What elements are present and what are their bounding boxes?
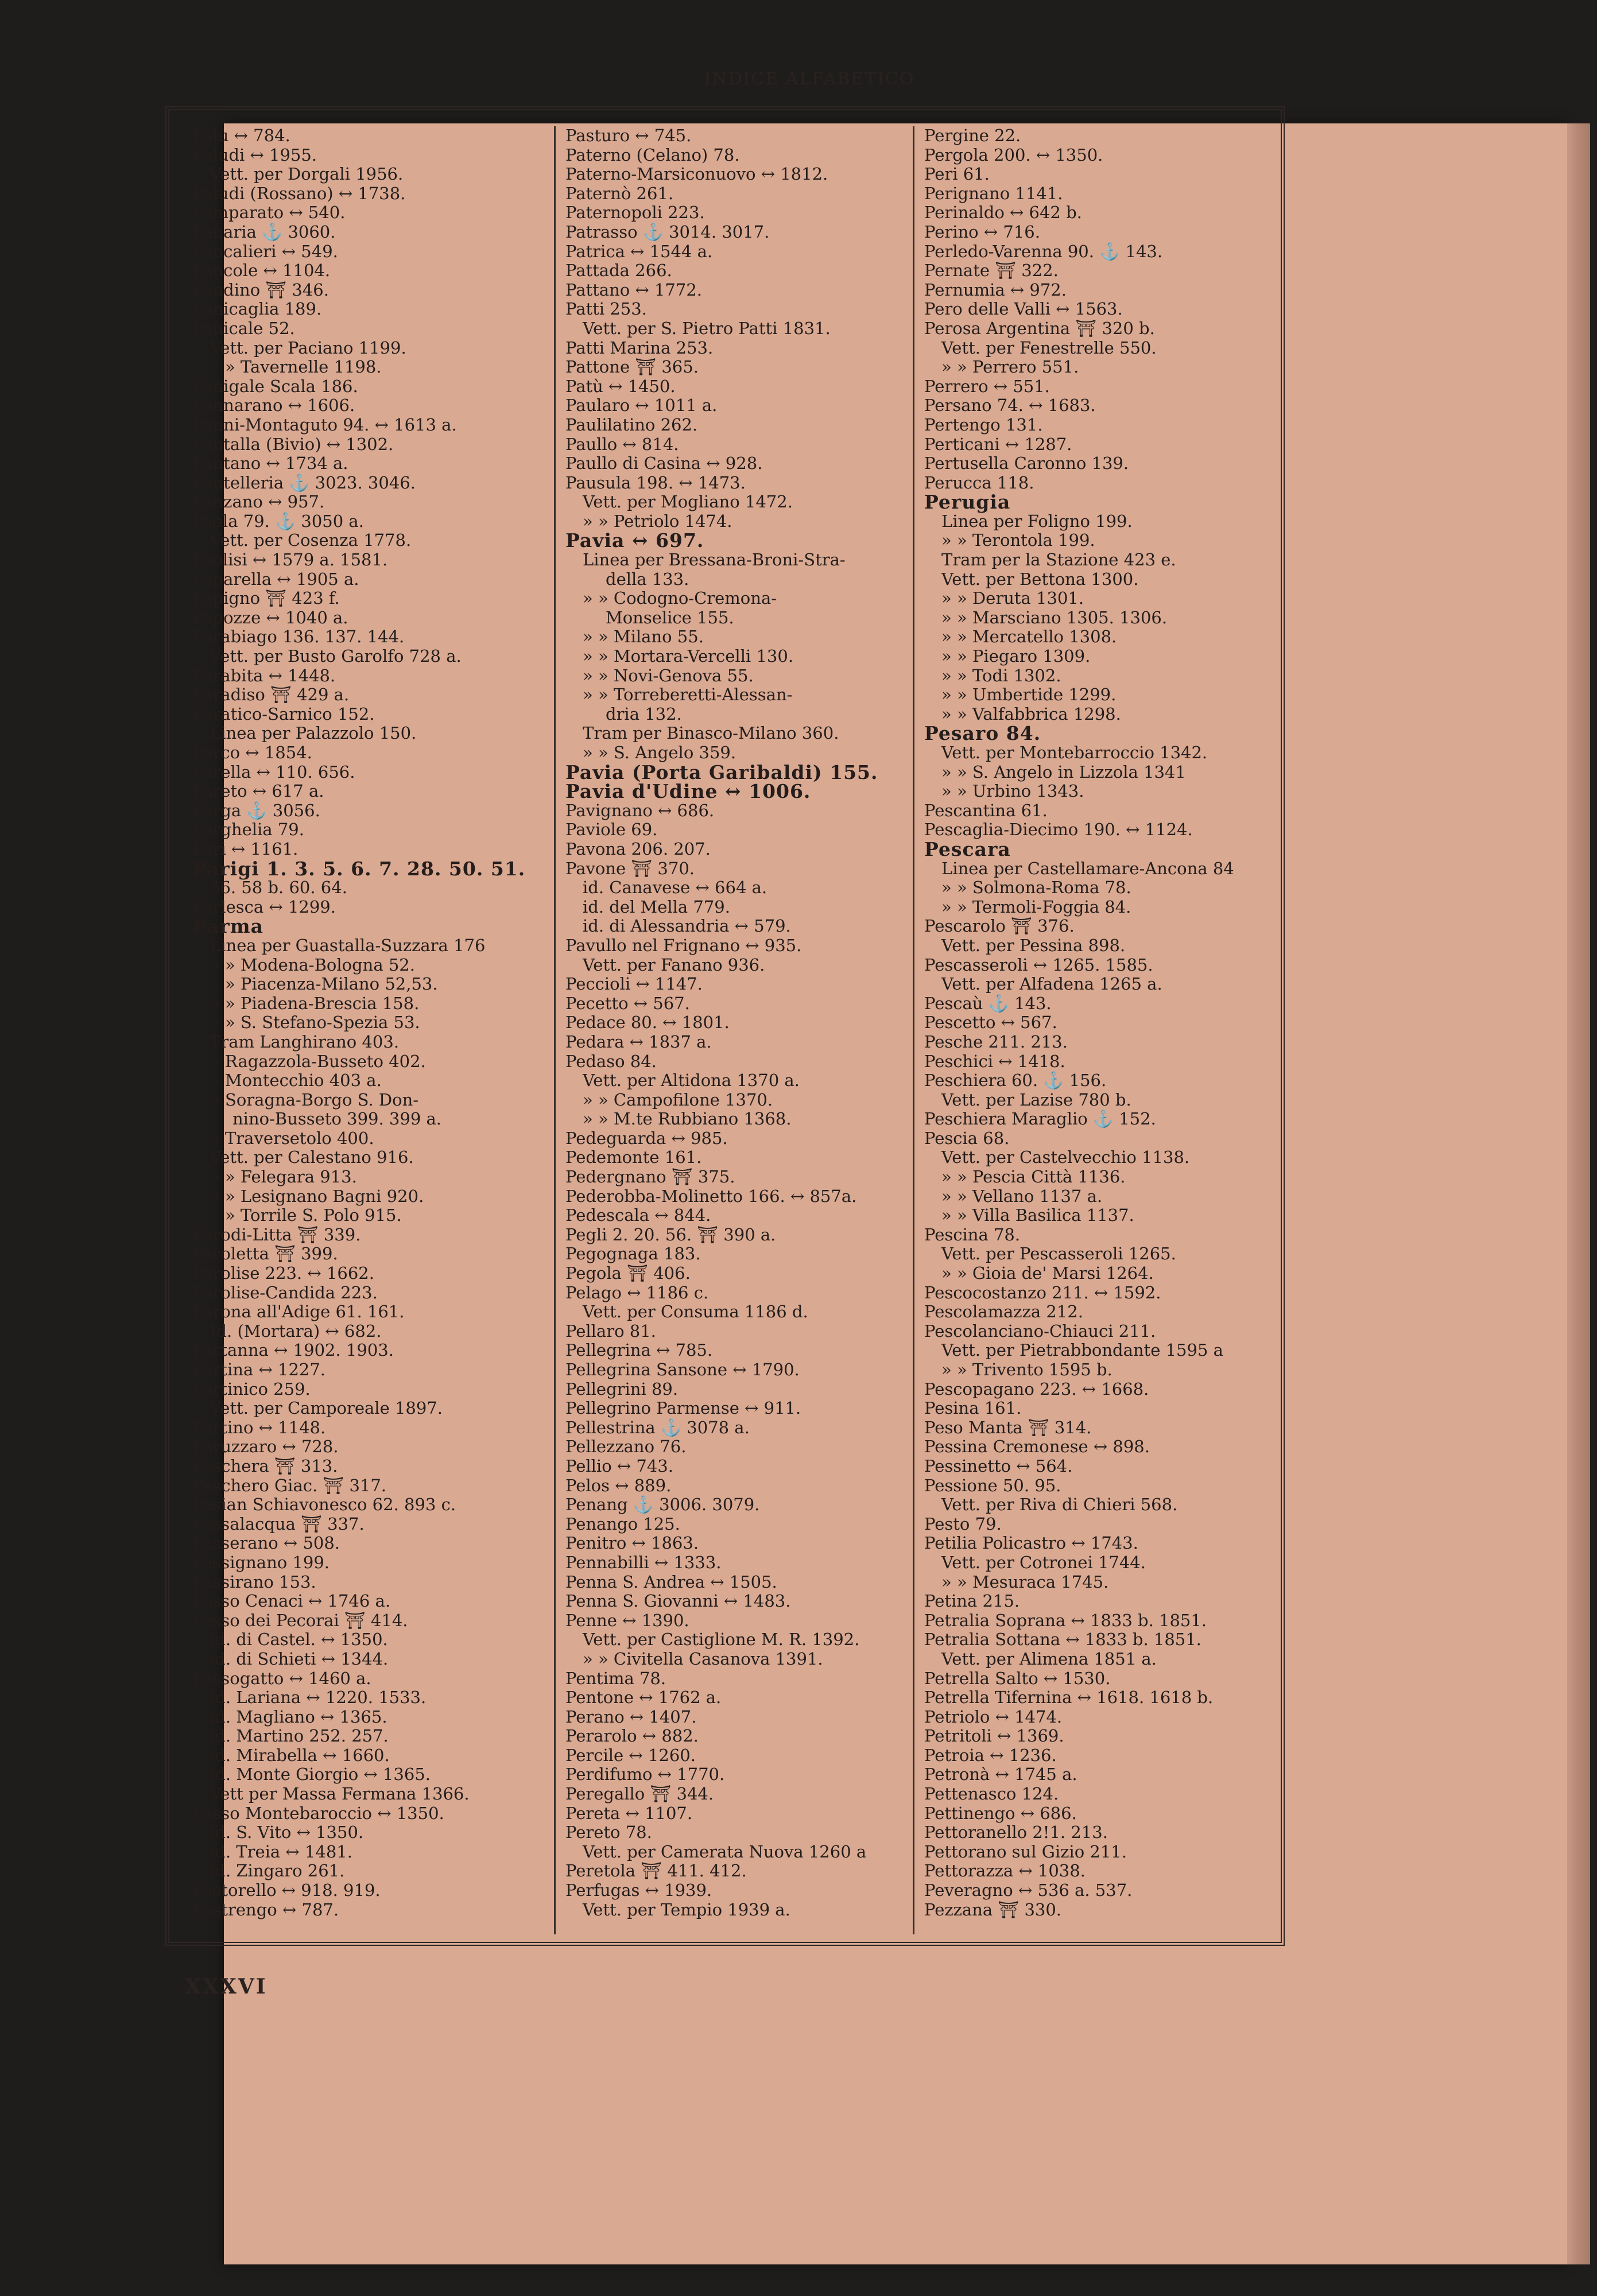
index-entry: Petina 215. [924, 1591, 1020, 1611]
index-entry: Pescaù ⚓ 143. [924, 993, 1052, 1013]
index-entry: Petrella Tifernina ↔ 1618. 1618 b. [924, 1688, 1214, 1708]
index-entry: Paullo di Casina ↔ 928. [565, 453, 763, 474]
index-entry: id. Canavese ↔ 664 a. [583, 878, 768, 898]
index-entry: Patti Marina 253. [565, 338, 714, 358]
index-entry: Pescina 78. [924, 1224, 1021, 1244]
index-entry: Pettoranello 2!1. 213. [924, 1822, 1108, 1843]
index-entry: Pesaro 84. [924, 722, 1041, 745]
index-entry: id. di Castel. ↔ 1350. [210, 1630, 388, 1650]
index-entry: Perticani ↔ 1287. [924, 434, 1072, 454]
index-entry: Vett. per Calestano 916. [210, 1147, 414, 1168]
index-entry: » » Petriolo 1474. [583, 511, 732, 531]
index-entry: Vett. per Camerata Nuova 1260 a [583, 1841, 867, 1861]
index-entry: » » Torrile S. Polo 915. [210, 1205, 402, 1225]
index-entry: Peregallo ⛩ 344. [565, 1784, 714, 1804]
index-entry: Partinico 259. [192, 1379, 311, 1399]
index-entry: Parma [192, 915, 263, 938]
index-entry: Pescolamazza 212. [924, 1302, 1083, 1322]
index-entry: Pannarano ↔ 1606. [192, 395, 355, 416]
index-entry: Paterno (Celano) 78. [565, 145, 740, 165]
index-entry: Pettorazza ↔ 1038. [924, 1861, 1086, 1881]
index-entry: Pereta ↔ 1107. [565, 1803, 693, 1823]
index-entry: » » Piadena-Brescia 158. [210, 993, 420, 1013]
index-entry: » » Perrero 551. [941, 357, 1079, 377]
index-entry: » » Trivento 1595 b. [941, 1360, 1113, 1379]
index-entry: Panaria ⚓ 3060. [192, 222, 336, 242]
index-entry: » » Todi 1302. [941, 665, 1061, 685]
index-entry: Vett. per Montebarroccio 1342. [941, 743, 1208, 762]
index-entry: Perignano 1141. [924, 183, 1063, 203]
index-entry: Vett. per Alfadena 1265 a. [941, 974, 1162, 994]
index-entry: » » Tavernelle 1198. [210, 357, 382, 377]
index-entry: Pancole ↔ 1104. [192, 261, 331, 281]
index-entry: Paradiso ⛩ 429 a. [192, 685, 350, 705]
index-entry: Pettenasco 124. [924, 1784, 1059, 1804]
index-entry: Pavona 206. 207. [565, 839, 711, 859]
index-entry: Pescia 68. [924, 1128, 1010, 1148]
index-entry: Perinaldo ↔ 642 b. [924, 203, 1082, 223]
index-entry: Tram per Binasco-Milano 360. [583, 723, 839, 743]
index-entry: Panicale 52. [192, 318, 295, 338]
index-entry: Vett. per Castelvecchio 1138. [941, 1147, 1190, 1168]
index-entry: id. Magliano ↔ 1365. [210, 1707, 387, 1727]
index-entry: Parco ↔ 1854. [192, 743, 312, 762]
index-entry: Pedescala ↔ 844. [565, 1205, 711, 1225]
index-entry: Pantelleria ⚓ 3023. 3046. [192, 472, 416, 492]
index-entry: Vett. per Camporeale 1897. [210, 1398, 443, 1418]
index-entry: Perfugas ↔ 1939. [565, 1880, 712, 1901]
index-entry: Pedace 80. ↔ 1801. [565, 1013, 730, 1033]
index-entry: Tram Langhirano 403. [210, 1031, 400, 1052]
index-entry: Pesina 161. [924, 1398, 1022, 1418]
index-entry: Vett. per Paciano 1199. [210, 338, 406, 358]
index-entry: Pertengo 131. [924, 414, 1043, 435]
index-entry: Pegognaga 183. [565, 1244, 701, 1264]
index-entry: Petritoli ↔ 1369. [924, 1726, 1064, 1746]
index-entry: Percile ↔ 1260. [565, 1745, 696, 1765]
index-entry: id. Monte Giorgio ↔ 1365. [210, 1764, 431, 1785]
index-entry: Pegli 2. 20. 56. ⛩ 390 a. [565, 1224, 776, 1244]
index-entry: Pettorano sul Gizio 211. [924, 1841, 1127, 1861]
index-entry: Persano 74. ↔ 1683. [924, 395, 1096, 416]
index-entry: Paviole 69. [565, 820, 658, 840]
page-heading: INDICE ALFABETICO [704, 69, 915, 89]
index-entry: Parona all'Adige 61. 161. [192, 1302, 405, 1322]
index-entry: Penang ⚓ 3006. 3079. [565, 1495, 760, 1515]
index-entry: Pecetto ↔ 567. [565, 993, 690, 1013]
index-entry: Parabita ↔ 1448. [192, 665, 336, 685]
index-entry: Palù ↔ 784. [192, 126, 290, 145]
index-entry: Passirano 153. [192, 1572, 316, 1592]
index-entry: Paternopoli 223. [565, 203, 705, 223]
index-entry: Parolise 223. ↔ 1662. [192, 1263, 374, 1283]
index-entry: Penna S. Giovanni ↔ 1483. [565, 1591, 791, 1611]
index-entry: Linea per Bressana-Broni-Stra- [583, 550, 846, 570]
index-entry: Perucca 118. [924, 472, 1034, 492]
index-entry: Pasturo ↔ 745. [565, 126, 692, 145]
index-entry: » Montecchio 403 a. [210, 1071, 382, 1091]
index-entry: » » Mesuraca 1745. [941, 1572, 1109, 1592]
index-entry: Vett. per Mogliano 1472. [583, 492, 793, 512]
index-entry: Parabiago 136. 137. 144. [192, 627, 405, 647]
index-entry: Paularo ↔ 1011 a. [565, 395, 718, 416]
index-entry: Pausula 198. ↔ 1473. [565, 472, 746, 492]
index-entry: » » Civitella Casanova 1391. [583, 1649, 823, 1669]
page-edge [1567, 123, 1590, 2264]
index-entry: Patti 253. [565, 299, 647, 319]
index-entry: Passerano ↔ 508. [192, 1533, 340, 1553]
index-entry: Perino ↔ 716. [924, 222, 1040, 242]
index-entry: Vett. per Fanano 936. [583, 955, 765, 975]
index-entry: id. di Schieti ↔ 1344. [210, 1649, 389, 1669]
index-entry: » » Marsciano 1305. 1306. [941, 607, 1168, 627]
index-entry: id. Martino 252. 257. [210, 1726, 389, 1746]
index-entry: » » Villa Basilica 1137. [941, 1205, 1134, 1225]
index-entry: Petroia ↔ 1236. [924, 1745, 1057, 1765]
index-entry: Vett. per Castiglione M. R. 1392. [583, 1630, 860, 1650]
index-entry: » » M.te Rubbiano 1368. [583, 1109, 792, 1129]
index-entry: Paruzzaro ↔ 728. [192, 1437, 339, 1457]
index-entry: Pertusella Caronno 139. [924, 453, 1129, 474]
index-entry: Peveragno ↔ 536 a. 537. [924, 1880, 1133, 1901]
index-entry: Penna S. Andrea ↔ 1505. [565, 1572, 777, 1592]
index-entry: Paola 79. ⚓ 3050 a. [192, 511, 364, 531]
index-entry: Pescasseroli ↔ 1265. 1585. [924, 955, 1153, 975]
index-entry: Petriolo ↔ 1474. [924, 1707, 1063, 1727]
index-entry: Peso Manta ⛩ 314. [924, 1417, 1092, 1437]
index-entry: Peccioli ↔ 1147. [565, 974, 703, 994]
index-entry: id. del Mella 779. [583, 897, 730, 917]
index-entry: Partino ↔ 1148. [192, 1417, 326, 1437]
index-entry: » » Novi-Genova 55. [583, 665, 754, 685]
index-entry: Pavia (Porta Garibaldi) 155. [565, 761, 878, 784]
index-entry: » » Torreberetti-Alessan- [583, 685, 793, 705]
index-entry: Pesche 211. 213. [924, 1031, 1068, 1052]
index-entry: Paludi (Rossano) ↔ 1738. [192, 183, 406, 203]
index-entry: Pernumia ↔ 972. [924, 280, 1067, 300]
index-entry: dria 132. [606, 704, 682, 724]
index-entry: Perano ↔ 1407. [565, 1707, 697, 1727]
index-entry: Pederobba-Molinetto 166. ↔ 857a. [565, 1186, 857, 1206]
index-entry: Passalacqua ⛩ 337. [192, 1514, 365, 1534]
index-entry: Pescopagano 223. ↔ 1668. [924, 1379, 1149, 1399]
index-entry: Pedergnano ⛩ 375. [565, 1167, 735, 1187]
index-entry: » » Piegaro 1309. [941, 646, 1091, 666]
index-entry: » Ragazzola-Busseto 402. [210, 1051, 426, 1071]
index-entry: Pescetto ↔ 567. [924, 1013, 1057, 1033]
index-entry: Pamparato ↔ 540. [192, 203, 346, 223]
index-entry: della 133. [606, 569, 689, 589]
index-entry: Vett. per Pescasseroli 1265. [941, 1244, 1176, 1264]
index-entry: Pellio ↔ 743. [565, 1456, 673, 1476]
index-entry: » » S. Stefano-Spezia 53. [210, 1013, 420, 1033]
index-entry: Pentone ↔ 1762 a. [565, 1688, 722, 1708]
index-entry: Paterno-Marsiconuovo ↔ 1812. [565, 164, 828, 184]
index-entry: Pegola ⛩ 406. [565, 1263, 691, 1283]
index-entry: Pescolanciano-Chiauci 211. [924, 1321, 1156, 1341]
index-entry: » » Deruta 1301. [941, 588, 1084, 608]
index-entry: Linea per Foligno 199. [941, 511, 1133, 531]
index-entry: » » Umbertide 1299. [941, 685, 1117, 705]
index-entry: Pescarolo ⛩ 376. [924, 916, 1075, 936]
index-entry: Pattano ↔ 1772. [565, 280, 702, 300]
index-entry: Pesto 79. [924, 1514, 1002, 1534]
index-entry: Linea per Guastalla-Suzzara 176 [210, 935, 486, 955]
index-entry: Pessione 50. 95. [924, 1475, 1061, 1495]
index-entry: Pedaso 84. [565, 1051, 657, 1071]
index-entry: Paparella ↔ 1905 a. [192, 569, 359, 589]
index-entry: » Soragna-Borgo S. Don- [210, 1089, 419, 1110]
index-entry: Parghelia 79. [192, 820, 304, 840]
index-entry: » » Urbino 1343. [941, 781, 1084, 801]
index-entry: » » Campofilone 1370. [583, 1089, 773, 1110]
index-entry: » » Valfabbrica 1298. [941, 704, 1121, 724]
index-entry: Pentima 78. [565, 1668, 666, 1688]
index-entry: Paroletta ⛩ 399. [192, 1244, 338, 1264]
index-entry: » » Terontola 199. [941, 530, 1095, 550]
index-entry: Penitro ↔ 1863. [565, 1533, 699, 1553]
index-entry: Vett per Massa Fermana 1366. [210, 1784, 470, 1804]
index-entry: Pantano ↔ 1734 a. [192, 453, 348, 474]
index-entry: Pellegrina Sansone ↔ 1790. [565, 1360, 800, 1379]
index-entry: Pernate ⛩ 322. [924, 261, 1059, 281]
index-entry: Pasian Schiavonesco 62. 893 c. [192, 1495, 456, 1515]
index-entry: 56. 58 b. 60. 64. [210, 878, 347, 898]
index-entry: Pennabilli ↔ 1333. [565, 1552, 722, 1572]
index-column-1 [192, 126, 542, 1934]
index-entry: Pelos ↔ 889. [565, 1475, 672, 1495]
index-entry: Perrero ↔ 551. [924, 376, 1050, 396]
index-entry: Pavignano ↔ 686. [565, 800, 715, 820]
index-entry: Pari ↔ 1161. [192, 839, 299, 859]
index-entry: Pero delle Valli ↔ 1563. [924, 299, 1123, 319]
index-entry: Pavia d'Udine ↔ 1006. [565, 780, 811, 803]
index-entry: Id. (Mortara) ↔ 682. [210, 1321, 382, 1341]
index-entry: Vett. per Riva di Chieri 568. [941, 1495, 1178, 1515]
index-entry: Pessinetto ↔ 564. [924, 1456, 1073, 1476]
index-entry: Pavone ⛩ 370. [565, 858, 695, 878]
index-entry: Pergola 200. ↔ 1350. [924, 145, 1103, 165]
index-entry: Panni-Montaguto 94. ↔ 1613 a. [192, 414, 457, 435]
index-entry: Panicaglia 189. [192, 299, 322, 319]
index-entry: » » Mortara-Vercelli 130. [583, 646, 794, 666]
index-entry: Vett. per Cotronei 1744. [941, 1552, 1146, 1572]
index-entry: Pandino ⛩ 346. [192, 280, 329, 300]
index-entry: Peri 61. [924, 164, 990, 184]
index-entry: Parlesca ↔ 1299. [192, 897, 336, 917]
index-entry: Petrella Salto ↔ 1530. [924, 1668, 1111, 1688]
index-entry: Vett. per Tempio 1939 a. [583, 1899, 790, 1919]
index-entry: Vett. per Pessina 898. [941, 935, 1126, 955]
index-entry: Vett. per Fenestrelle 550. [941, 338, 1157, 358]
index-entry: Patù ↔ 1450. [565, 376, 676, 396]
index-entry: Petilia Policastro ↔ 1743. [924, 1533, 1138, 1553]
index-entry: Paludi ↔ 1955. [192, 145, 317, 165]
index-entry: Tram per la Stazione 423 e. [941, 550, 1176, 570]
index-entry: Perugia [924, 491, 1011, 514]
index-entry: Peretola ⛩ 411. 412. [565, 1861, 747, 1881]
index-entry: Paschera ⛩ 313. [192, 1456, 338, 1476]
index-column-3 [924, 126, 1274, 1934]
index-entry: Paolisi ↔ 1579 a. 1581. [192, 550, 388, 570]
index-entry: Pessina Cremonese ↔ 898. [924, 1437, 1150, 1457]
index-entry: Pattone ⛩ 365. [565, 357, 699, 377]
index-entry: Pedeguarda ↔ 985. [565, 1128, 728, 1148]
index-entry: Vett. per Consuma 1186 d. [583, 1302, 808, 1322]
index-entry: Pellaro 81. [565, 1321, 656, 1341]
index-entry: Peschici ↔ 1418. [924, 1051, 1065, 1071]
index-entry: » » Lesignano Bagni 920. [210, 1186, 424, 1206]
index-entry: Penne ↔ 1390. [565, 1610, 689, 1630]
index-entry: Linea per Castellamare-Ancona 84 [941, 858, 1234, 878]
index-entry: Passo Montebaroccio ↔ 1350. [192, 1803, 444, 1823]
index-entry: » » Felegara 913. [210, 1167, 357, 1187]
index-entry: » » S. Angelo 359. [583, 743, 737, 762]
index-entry: Partina ↔ 1227. [192, 1360, 326, 1379]
index-entry: Pereto 78. [565, 1822, 652, 1843]
index-entry: » » Pescia Città 1136. [941, 1167, 1126, 1187]
index-entry: Vett. per Lazise 780 b. [941, 1089, 1131, 1110]
index-entry: » » Piacenza-Milano 52,53. [210, 974, 438, 994]
index-entry: Parigi 1. 3. 5. 6. 7. 28. 50. 51. [192, 857, 526, 880]
index-entry: Perledo-Varenna 90. ⚓ 143. [924, 241, 1163, 261]
index-entry: Pelago ↔ 1186 c. [565, 1282, 709, 1302]
index-entry: Paschero Giac. ⛩ 317. [192, 1475, 387, 1495]
index-entry: Passo dei Pecorai ⛩ 414. [192, 1610, 408, 1630]
index-entry: Panzano ↔ 957. [192, 492, 325, 512]
index-entry: Vett. per Bettona 1300. [941, 569, 1139, 589]
index-entry: Patrica ↔ 1544 a. [565, 241, 713, 261]
index-entry: Parga ⚓ 3056. [192, 800, 320, 820]
index-entry: Vett. per S. Pietro Patti 1831. [583, 318, 831, 338]
index-entry: Vett. per Altidona 1370 a. [583, 1071, 800, 1091]
column-rule [913, 126, 914, 1934]
index-entry: Pedemonte 161. [565, 1147, 702, 1168]
index-entry: Pescocostanzo 211. ↔ 1592. [924, 1282, 1161, 1302]
index-entry: Pellestrina ⚓ 3078 a. [565, 1417, 750, 1437]
index-entry: Paternò 261. [565, 183, 674, 203]
index-entry: » » Vellano 1137 a. [941, 1186, 1103, 1206]
index-entry: Pavullo nel Frignano ↔ 935. [565, 935, 802, 955]
index-entry: Pellezzano 76. [565, 1437, 687, 1457]
index-entry: Pellegrino Parmense ↔ 911. [565, 1398, 801, 1418]
index-entry: Perarolo ↔ 882. [565, 1726, 699, 1746]
index-entry: Linea per Palazzolo 150. [210, 723, 417, 743]
index-entry: Vett. per Pietrabbondante 1595 a [941, 1340, 1223, 1360]
index-entry: Paulilatino 262. [565, 414, 698, 435]
index-entry: Patrasso ⚓ 3014. 3017. [565, 222, 770, 242]
index-entry: id. Zingaro 261. [210, 1861, 345, 1881]
index-entry: Pattada 266. [565, 261, 672, 281]
index-entry: Pescantina 61. [924, 800, 1048, 820]
index-entry: Pancalieri ↔ 549. [192, 241, 338, 261]
index-entry: Petralia Soprana ↔ 1833 b. 1851. [924, 1610, 1207, 1630]
index-entry: Partanna ↔ 1902. 1903. [192, 1340, 394, 1360]
index-entry: Pergine 22. [924, 126, 1021, 145]
index-entry: » » Codogno-Cremona- [583, 588, 777, 608]
index-entry: id. Lariana ↔ 1220. 1533. [210, 1688, 427, 1708]
index-entry: Parodi-Litta ⛩ 339. [192, 1224, 361, 1244]
index-entry: id. S. Vito ↔ 1350. [210, 1822, 364, 1843]
index-entry: Panigale Scala 186. [192, 376, 358, 396]
index-entry: Pastrengo ↔ 787. [192, 1899, 339, 1919]
index-entry: Parella ↔ 110. 656. [192, 762, 355, 782]
column-rule [554, 126, 556, 1934]
index-entry: Vett. per Alimena 1851 a. [941, 1649, 1157, 1669]
index-entry: Pastorello ↔ 918. 919. [192, 1880, 381, 1901]
index-entry: Pavia ↔ 697. [565, 529, 704, 552]
index-entry: Petralia Sottana ↔ 1833 b. 1851. [924, 1630, 1201, 1650]
index-entry: » » Gioia de' Marsi 1264. [941, 1263, 1154, 1283]
index-entry: Parolise-Candida 223. [192, 1282, 378, 1302]
index-entry: Vett. per Cosenza 1778. [210, 530, 412, 550]
index-column-2 [565, 126, 916, 1934]
index-entry: » » Milano 55. [583, 627, 704, 647]
index-entry: Papigno ⛩ 423 f. [192, 588, 340, 608]
page-number: XXXVI [185, 1975, 268, 1999]
index-entry: Perosa Argentina ⛩ 320 b. [924, 318, 1155, 338]
index-entry: id. di Alessandria ↔ 579. [583, 916, 791, 936]
index-entry: Vett. per Busto Garolfo 728 a. [210, 646, 462, 666]
index-entry: Passo Cenaci ↔ 1746 a. [192, 1591, 391, 1611]
index-entry: » » S. Angelo in Lizzola 1341 [941, 762, 1186, 782]
index-entry: Monselice 155. [606, 607, 734, 627]
index-entry: Passogatto ↔ 1460 a. [192, 1668, 371, 1688]
index-entry: id. Treia ↔ 1481. [210, 1841, 352, 1861]
index-entry: nino-Busseto 399. 399 a. [232, 1109, 442, 1129]
index-entry: Passignano 199. [192, 1552, 330, 1572]
index-entry: » » Mercatello 1308. [941, 627, 1117, 647]
index-entry: Papozze ↔ 1040 a. [192, 607, 348, 627]
index-entry: Perdifumo ↔ 1770. [565, 1764, 725, 1785]
index-entry: Paullo ↔ 814. [565, 434, 679, 454]
index-entry: Paratico-Sarnico 152. [192, 704, 375, 724]
index-entry: » » Termoli-Foggia 84. [941, 897, 1131, 917]
index-entry: » » Solmona-Roma 78. [941, 878, 1131, 898]
index-entry: Petronà ↔ 1745 a. [924, 1764, 1077, 1785]
index-entry: Pellegrina ↔ 785. [565, 1340, 713, 1360]
index-entry: » » Modena-Bologna 52. [210, 955, 415, 975]
index-entry: Vett. per Dorgali 1956. [210, 164, 404, 184]
index-entry: Pareto ↔ 617 a. [192, 781, 324, 801]
index-entry: Pantalla (Bivio) ↔ 1302. [192, 434, 394, 454]
index-entry: Pescaglia-Diecimo 190. ↔ 1124. [924, 820, 1193, 840]
index-entry: Pedara ↔ 1837 a. [565, 1031, 712, 1052]
index-entry: Peschiera 60. ⚓ 156. [924, 1071, 1107, 1091]
index-entry: Pezzana ⛩ 330. [924, 1899, 1062, 1919]
index-entry: Pescara [924, 837, 1011, 860]
index-entry: Pettinengo ↔ 686. [924, 1803, 1077, 1823]
index-entry: » Traversetolo 400. [210, 1128, 374, 1148]
index-entry: id. Mirabella ↔ 1660. [210, 1745, 390, 1765]
index-entry: Pellegrini 89. [565, 1379, 679, 1399]
index-entry: Peschiera Maraglio ⚓ 152. [924, 1109, 1156, 1129]
index-entry: Penango 125. [565, 1514, 680, 1534]
